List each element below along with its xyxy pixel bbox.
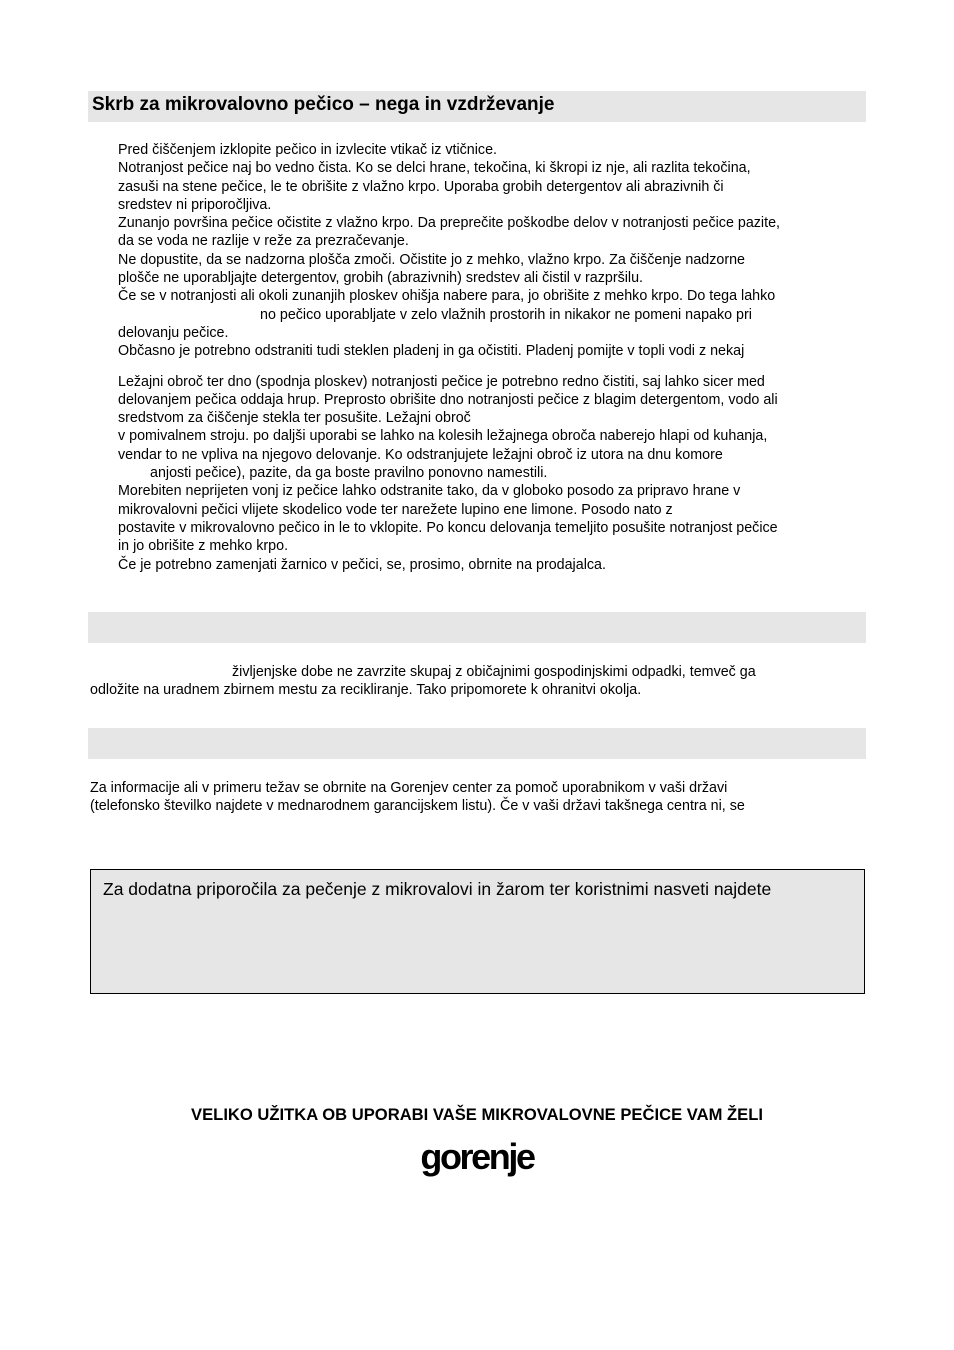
care-line: delovanjem pečica oddaja hrup. Preprosto obrišite dno notranjosti pečice z blagim detergentom, vodo ali <box>118 391 778 408</box>
care-section-header <box>88 91 866 122</box>
care-line: Če je potrebno zamenjati žarnico v pečici, se, prosimo, obrnite na prodajalca. <box>118 556 606 573</box>
care-line: Pred čiščenjem izklopite pečico in izvlecite vtikač iz vtičnice. <box>118 142 498 158</box>
service-line: (telefonsko številko najdete v mednarodnem garancijskem listu). Če v vaši državi takšnega centra ni, se <box>90 798 745 815</box>
tip-box <box>90 869 865 994</box>
care-line: Notranjost pečice naj bo vedno čista. Ko se delci hrane, tekočina, ki škropi iz nje, ali razlita tekočina, <box>118 160 751 177</box>
disposal-line: odložite na uradnem zbirnem mestu za recikliranje. Tako pripomorete k ohranitvi okolja. <box>90 682 642 699</box>
disposal-text <box>90 663 860 700</box>
care-line: sredstvom za čiščenje stekla ter posušite. Ležajni obroč <box>118 410 471 427</box>
care-line: Ne dopustite, da se nadzorna plošča zmoči. Očistite jo z mehko, vlažno krpo. Za čiščenje nadzorne <box>118 251 745 268</box>
care-line: no pečico uporabljate v zelo vlažnih prostorih in nikakor ne pomeni napako pri <box>260 306 752 323</box>
care-line: anjosti pečice), pazite, da ga boste pravilno ponovno namestili. <box>150 465 548 482</box>
care-line: plošče ne uporabljajte detergentov, grobih (abrazivnih) sredstev ali čistil v razpršilu. <box>118 270 644 287</box>
service-section-header <box>88 728 866 759</box>
gorenje-logo: gorenje <box>420 1136 534 1177</box>
care-instructions <box>118 141 868 574</box>
care-line: v pomivalnem stroju. po daljši uporabi se lahko na kolesih ležajnega obroča naberejo hlapi od kuhanja, <box>118 428 768 445</box>
care-line: zasuši na stene pečice, le te obrišite z vlažno krpo. Uporaba grobih detergentov ali abrazivnih či <box>118 178 724 195</box>
service-line: Za informacije ali v primeru težav se obrnite na Gorenjev center za pomoč uporabnikom v vaši državi <box>90 780 728 796</box>
care-line: da se voda ne razlije v reže za prezračevanje. <box>118 233 409 250</box>
care-line: vendar to ne vpliva na njegovo delovanje. Ko odstranjujete ležajni obroč iz utora na dnu komore <box>118 446 723 463</box>
disposal-section-header <box>88 612 866 643</box>
service-text <box>90 779 860 816</box>
care-line: Občasno je potrebno odstraniti tudi steklen pladenj in ga očistiti. Pladenj pomijte v topli vodi z nekaj <box>118 343 745 360</box>
care-line: Morebiten neprijeten vonj iz pečice lahko odstranite tako, da v globoko posodo za pripravo hrane v <box>118 483 741 500</box>
closing-message: VELIKO UŽITKA OB UPORABI VAŠE MIKROVALOVNE PEČICE VAM ŽELI <box>191 1105 763 1124</box>
care-line: mikrovalovni pečici vlijete skodelico vode ter narežete lupino ene limone. Posodo nato z <box>118 501 673 518</box>
care-line: Zunanjo površina pečice očistite z vlažno krpo. Da preprečite poškodbe delov v notranjosti pečice pazite, <box>118 215 780 232</box>
care-line: Ležajni obroč ter dno (spodnja ploskev) notranjosti pečice je potrebno redno čistiti, saj lahko sicer med <box>118 373 765 390</box>
care-line: delovanju pečice. <box>118 324 229 341</box>
care-line: sredstev ni priporočljiva. <box>118 196 272 213</box>
tip-box-text: Za dodatna priporočila za pečenje z mikrovalovi in žarom ter koristnimi nasveti najdete <box>103 879 772 899</box>
care-line: in jo obrišite z mehko krpo. <box>118 538 289 555</box>
care-line: Če se v notranjosti ali okoli zunanjih ploskev ohišja nabere para, jo obrišite z mehko krpo. Do tega lahko <box>118 288 776 305</box>
care-line: postavite v mikrovalovno pečico in le to vklopite. Po koncu delovanja temeljito posušite notranjost pečice <box>118 519 778 536</box>
disposal-line: življenjske dobe ne zavrzite skupaj z običajnimi gospodinjskimi odpadki, temveč ga <box>232 664 756 680</box>
care-section-title: Skrb za mikrovalovno pečico – nega in vzdrževanje <box>92 94 555 115</box>
